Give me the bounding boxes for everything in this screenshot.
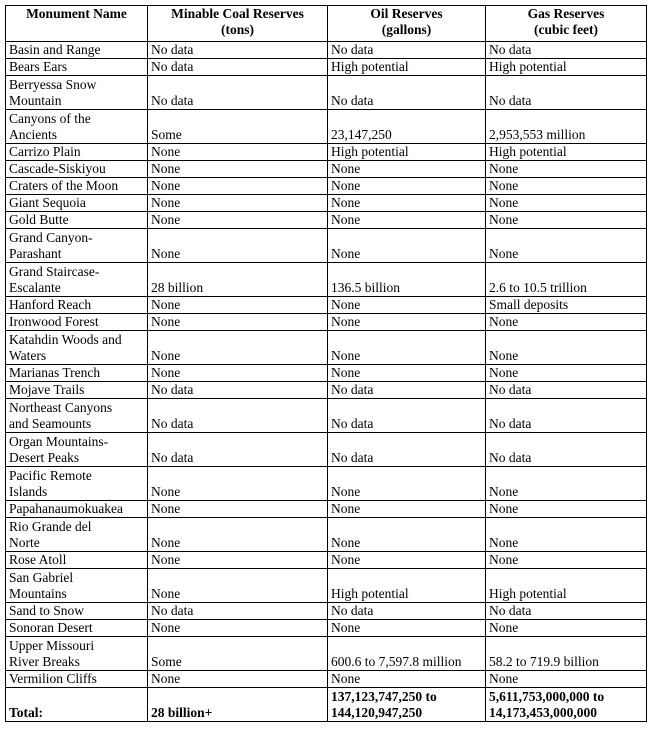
total-label-cell	[6, 688, 148, 722]
cell-monument-name	[6, 399, 148, 433]
monument-name-line: Upper Missouri	[9, 638, 95, 653]
table-row	[6, 552, 647, 569]
cell-oil-reserves: None	[328, 501, 486, 518]
cell-monument-name	[6, 42, 148, 59]
cell-gas-reserves: Small deposits	[486, 297, 647, 314]
cell-oil-reserves: None	[328, 518, 486, 552]
cell-coal-reserves: None	[148, 144, 328, 161]
header-monument-name	[6, 6, 148, 42]
cell-oil-reserves: High potential	[328, 569, 486, 603]
cell-monument-name	[6, 365, 148, 382]
monument-name-line: Sand to Snow	[9, 603, 85, 618]
cell-gas-reserves: High potential	[486, 59, 647, 76]
monument-name-line: Grand Staircase-	[9, 264, 100, 279]
table-row	[6, 42, 647, 59]
header-gas-reserves	[486, 6, 647, 42]
header-coal-reserves-unit: (tons)	[221, 22, 254, 37]
cell-coal-reserves: None	[148, 195, 328, 212]
cell-gas-reserves: 2.6 to 10.5 trillion	[486, 263, 647, 297]
cell-oil-reserves: None	[328, 671, 486, 688]
total-oil-line-2: 144,120,947,250	[331, 705, 423, 720]
table-row	[6, 178, 647, 195]
total-gas-line-1: 5,611,753,000,000 to	[489, 689, 605, 704]
cell-monument-name	[6, 552, 148, 569]
cell-monument-name	[6, 178, 148, 195]
monument-name-line: Escalante	[9, 280, 61, 295]
table-row	[6, 569, 647, 603]
monument-name-line: Desert Peaks	[9, 450, 80, 465]
monument-name-line: and Seamounts	[9, 416, 92, 431]
cell-monument-name	[6, 161, 148, 178]
cell-monument-name	[6, 518, 148, 552]
cell-monument-name	[6, 637, 148, 671]
cell-gas-reserves: None	[486, 212, 647, 229]
table-row	[6, 399, 647, 433]
cell-coal-reserves: Some	[148, 637, 328, 671]
cell-gas-reserves: None	[486, 178, 647, 195]
cell-coal-reserves: None	[148, 671, 328, 688]
cell-oil-reserves: None	[328, 212, 486, 229]
cell-coal-reserves: No data	[148, 603, 328, 620]
cell-gas-reserves: High potential	[486, 569, 647, 603]
monument-name-line: Katahdin Woods and	[9, 332, 122, 347]
cell-oil-reserves: 136.5 billion	[328, 263, 486, 297]
monument-name-line: Giant Sequoia	[9, 195, 86, 210]
header-gas-reserves-text: Gas Reserves	[527, 6, 605, 21]
cell-gas-reserves: None	[486, 620, 647, 637]
cell-oil-reserves: No data	[328, 603, 486, 620]
monument-name-line: Cascade-Siskiyou	[9, 161, 106, 176]
cell-gas-reserves: 58.2 to 719.9 billion	[486, 637, 647, 671]
monument-name-line: Waters	[9, 348, 47, 363]
cell-gas-reserves: 2,953,553 million	[486, 110, 647, 144]
cell-monument-name	[6, 331, 148, 365]
cell-oil-reserves: No data	[328, 399, 486, 433]
cell-coal-reserves: None	[148, 620, 328, 637]
cell-monument-name	[6, 620, 148, 637]
cell-monument-name	[6, 110, 148, 144]
header-gas-reserves-unit: (cubic feet)	[533, 22, 599, 37]
cell-coal-reserves: None	[148, 331, 328, 365]
header-monument-name-text: Monument Name	[26, 6, 127, 21]
monument-name-line: Carrizo Plain	[9, 144, 81, 159]
table-row	[6, 263, 647, 297]
table-body	[6, 42, 647, 688]
total-coal: 28 billion+	[151, 705, 213, 720]
cell-gas-reserves: None	[486, 518, 647, 552]
cell-monument-name	[6, 569, 148, 603]
cell-gas-reserves: No data	[486, 76, 647, 110]
cell-gas-reserves: None	[486, 552, 647, 569]
cell-gas-reserves: None	[486, 501, 647, 518]
cell-oil-reserves: High potential	[328, 59, 486, 76]
cell-oil-reserves: None	[328, 552, 486, 569]
monument-name-line: Rio Grande del	[9, 519, 92, 534]
cell-oil-reserves: None	[328, 467, 486, 501]
total-coal-cell	[148, 688, 328, 722]
header-coal-reserves-text: Minable Coal Reserves	[171, 6, 304, 21]
monument-name-line: Northeast Canyons	[9, 400, 113, 415]
cell-monument-name	[6, 59, 148, 76]
cell-coal-reserves: None	[148, 212, 328, 229]
total-label: Total:	[9, 705, 44, 720]
cell-coal-reserves: No data	[148, 433, 328, 467]
table-row	[6, 382, 647, 399]
cell-oil-reserves: No data	[328, 382, 486, 399]
table-row	[6, 671, 647, 688]
cell-coal-reserves: None	[148, 314, 328, 331]
monument-name-line: Basin and Range	[9, 42, 101, 57]
cell-coal-reserves: None	[148, 552, 328, 569]
cell-monument-name	[6, 603, 148, 620]
table-row	[6, 501, 647, 518]
table-row	[6, 212, 647, 229]
total-gas-line-2: 14,173,453,000,000	[489, 705, 597, 720]
reserves-table	[5, 5, 647, 722]
cell-oil-reserves: None	[328, 314, 486, 331]
cell-gas-reserves: None	[486, 229, 647, 263]
monument-name-line: Canyons of the	[9, 111, 91, 126]
cell-coal-reserves: None	[148, 365, 328, 382]
monument-name-line: Marianas Trench	[9, 365, 101, 380]
cell-coal-reserves: None	[148, 178, 328, 195]
cell-monument-name	[6, 144, 148, 161]
monument-name-line: Craters of the Moon	[9, 178, 119, 193]
monument-name-line: Pacific Remote	[9, 468, 92, 483]
header-oil-reserves-unit: (gallons)	[381, 22, 432, 37]
monument-name-line: Papahanaumokuakea	[9, 501, 123, 516]
table-row	[6, 76, 647, 110]
monument-name-line: Hanford Reach	[9, 297, 92, 312]
cell-monument-name	[6, 501, 148, 518]
monument-name-line: Norte	[9, 535, 40, 550]
cell-gas-reserves: No data	[486, 42, 647, 59]
table-row	[6, 637, 647, 671]
monument-name-line: Gold Butte	[9, 212, 69, 227]
monument-name-line: Organ Mountains-	[9, 434, 109, 449]
cell-monument-name	[6, 382, 148, 399]
cell-oil-reserves: 23,147,250	[328, 110, 486, 144]
table-row	[6, 603, 647, 620]
total-row	[6, 688, 647, 722]
cell-gas-reserves: None	[486, 671, 647, 688]
cell-oil-reserves: None	[328, 620, 486, 637]
cell-oil-reserves: None	[328, 195, 486, 212]
monument-name-line: Grand Canyon-	[9, 230, 93, 245]
monument-name-line: Berryessa Snow	[9, 77, 97, 92]
monument-name-line: Ironwood Forest	[9, 314, 99, 329]
monument-name-line: River Breaks	[9, 654, 80, 669]
cell-gas-reserves: None	[486, 161, 647, 178]
cell-coal-reserves: None	[148, 501, 328, 518]
cell-gas-reserves: No data	[486, 382, 647, 399]
monument-name-line: Bears Ears	[9, 59, 68, 74]
table-row	[6, 195, 647, 212]
cell-gas-reserves: No data	[486, 603, 647, 620]
monument-name-line: Mountain	[9, 93, 62, 108]
cell-monument-name	[6, 263, 148, 297]
table-row	[6, 314, 647, 331]
cell-coal-reserves: No data	[148, 59, 328, 76]
cell-monument-name	[6, 76, 148, 110]
table-row	[6, 229, 647, 263]
table-row	[6, 297, 647, 314]
monument-name-line: Vermilion Cliffs	[9, 671, 97, 686]
cell-coal-reserves: None	[148, 297, 328, 314]
monument-name-line: Ancients	[9, 127, 57, 142]
cell-coal-reserves: None	[148, 569, 328, 603]
cell-gas-reserves: None	[486, 195, 647, 212]
cell-coal-reserves: No data	[148, 42, 328, 59]
header-oil-reserves	[328, 6, 486, 42]
cell-coal-reserves: No data	[148, 382, 328, 399]
cell-gas-reserves: None	[486, 331, 647, 365]
cell-gas-reserves: No data	[486, 399, 647, 433]
cell-oil-reserves: None	[328, 331, 486, 365]
cell-monument-name	[6, 297, 148, 314]
cell-gas-reserves: None	[486, 467, 647, 501]
table-row	[6, 365, 647, 382]
cell-gas-reserves: High potential	[486, 144, 647, 161]
table-row	[6, 161, 647, 178]
table-row	[6, 110, 647, 144]
cell-oil-reserves: No data	[328, 76, 486, 110]
cell-oil-reserves: High potential	[328, 144, 486, 161]
cell-monument-name	[6, 314, 148, 331]
monument-name-line: Mojave Trails	[9, 382, 85, 397]
cell-coal-reserves: None	[148, 161, 328, 178]
cell-coal-reserves: No data	[148, 399, 328, 433]
table-row	[6, 433, 647, 467]
cell-monument-name	[6, 467, 148, 501]
monument-name-line: Sonoran Desert	[9, 620, 93, 635]
total-gas-cell	[486, 688, 647, 722]
monument-name-line: Mountains	[9, 586, 67, 601]
table-row	[6, 144, 647, 161]
cell-oil-reserves: No data	[328, 433, 486, 467]
total-oil-cell	[328, 688, 486, 722]
table-row	[6, 518, 647, 552]
monument-name-line: Parashant	[9, 246, 62, 261]
cell-oil-reserves: 600.6 to 7,597.8 million	[328, 637, 486, 671]
cell-coal-reserves: None	[148, 467, 328, 501]
cell-monument-name	[6, 195, 148, 212]
cell-gas-reserves: None	[486, 314, 647, 331]
header-oil-reserves-text: Oil Reserves	[370, 6, 443, 21]
monument-name-line: San Gabriel	[9, 570, 74, 585]
cell-coal-reserves: No data	[148, 76, 328, 110]
table-row	[6, 620, 647, 637]
cell-gas-reserves: None	[486, 365, 647, 382]
cell-oil-reserves: None	[328, 297, 486, 314]
cell-oil-reserves: None	[328, 229, 486, 263]
cell-monument-name	[6, 212, 148, 229]
monument-name-line: Islands	[9, 484, 48, 499]
cell-oil-reserves: None	[328, 178, 486, 195]
cell-monument-name	[6, 671, 148, 688]
header-row	[6, 6, 647, 42]
cell-monument-name	[6, 229, 148, 263]
cell-coal-reserves: Some	[148, 110, 328, 144]
cell-coal-reserves: None	[148, 229, 328, 263]
table-row	[6, 331, 647, 365]
cell-coal-reserves: 28 billion	[148, 263, 328, 297]
cell-oil-reserves: No data	[328, 42, 486, 59]
table-row	[6, 59, 647, 76]
table-row	[6, 467, 647, 501]
cell-oil-reserves: None	[328, 161, 486, 178]
monument-name-line: Rose Atoll	[9, 552, 67, 567]
cell-gas-reserves: No data	[486, 433, 647, 467]
cell-coal-reserves: None	[148, 518, 328, 552]
header-coal-reserves	[148, 6, 328, 42]
cell-monument-name	[6, 433, 148, 467]
cell-oil-reserves: None	[328, 365, 486, 382]
total-oil-line-1: 137,123,747,250 to	[331, 689, 437, 704]
